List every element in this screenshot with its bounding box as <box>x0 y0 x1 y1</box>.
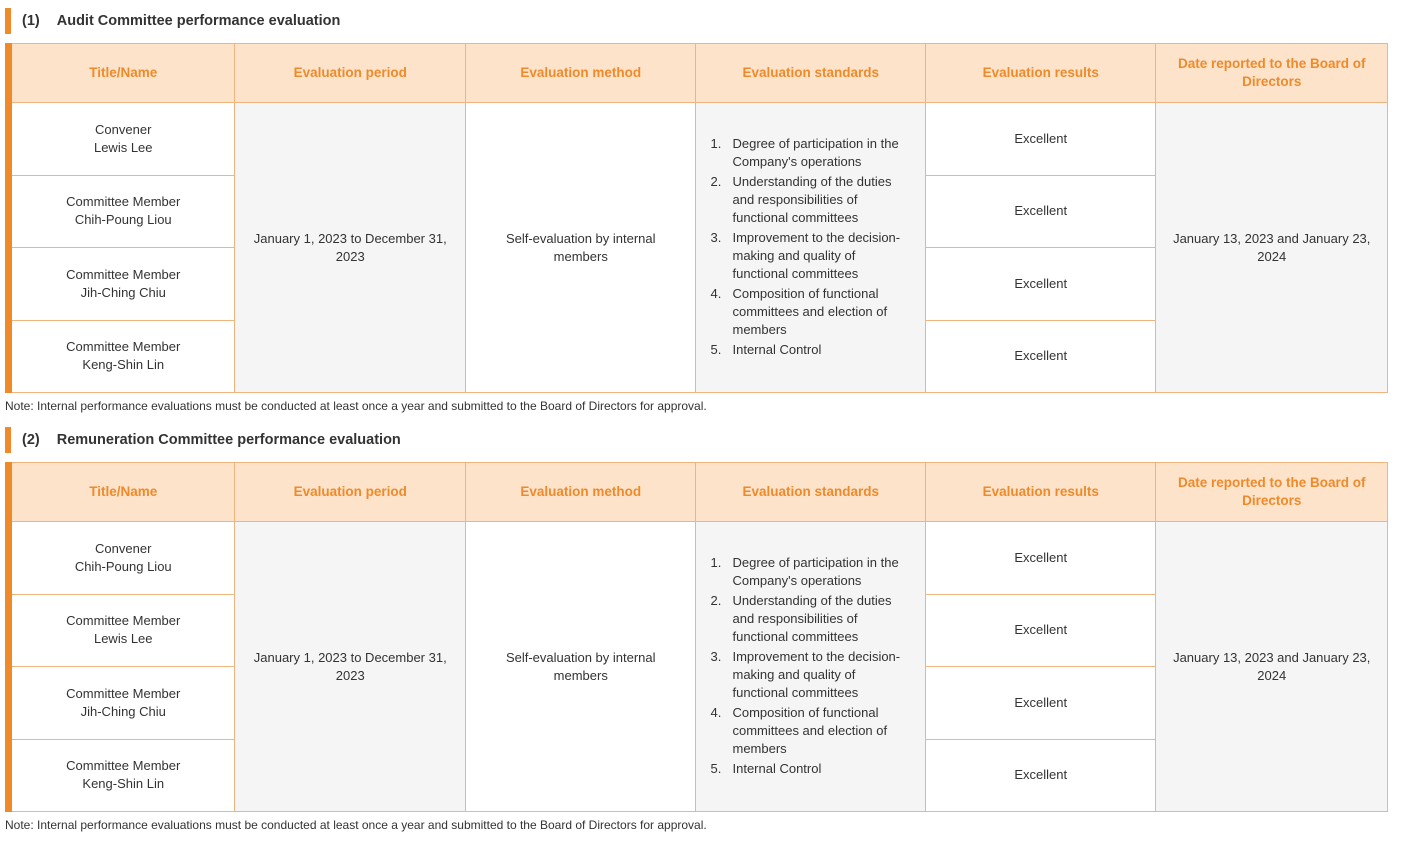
evaluation-method-cell: Self-evaluation by internal members <box>465 103 696 393</box>
list-item-text: Composition of functional committees and election of members <box>732 285 888 337</box>
list-item <box>710 592 910 646</box>
col-header-evaluation-standards: Evaluation standards <box>696 463 925 522</box>
evaluation-result-cell: Excellent <box>925 667 1156 740</box>
evaluation-result-cell: Excellent <box>925 522 1156 595</box>
member-role: Committee Member <box>66 685 181 701</box>
member-role: Convener <box>95 121 152 137</box>
member-name: Chih-Poung Liou <box>74 212 172 228</box>
col-header-evaluation-results: Evaluation results <box>925 463 1156 522</box>
standards-list <box>710 135 910 359</box>
member-name: Jih-Ching Chiu <box>80 284 166 300</box>
list-item-text: Improvement to the decision-making and quality of functional committees <box>732 229 901 281</box>
list-item-number: 1. <box>710 554 722 570</box>
col-header-date-reported: Date reported to the Board of Directors <box>1156 44 1388 103</box>
list-item-text: Degree of participation in the Company's operations <box>732 135 899 169</box>
list-item-text: Degree of participation in the Company's operations <box>732 554 899 588</box>
audit-committee-section <box>5 8 1388 413</box>
list-item-number: 5. <box>710 760 722 776</box>
table-row <box>9 103 1388 176</box>
member-cell <box>9 320 235 393</box>
list-item-number: 4. <box>710 704 722 720</box>
list-item-number: 1. <box>710 135 722 151</box>
evaluation-result-cell: Excellent <box>925 594 1156 667</box>
member-cell <box>9 522 235 595</box>
col-header-date-reported: Date reported to the Board of Directors <box>1156 463 1388 522</box>
member-role: Committee Member <box>66 266 181 282</box>
evaluation-standards-cell <box>696 522 925 812</box>
remuneration-committee-section <box>5 427 1388 832</box>
list-item-number: 2. <box>710 592 722 608</box>
list-item-number: 3. <box>710 648 722 664</box>
list-item-number: 2. <box>710 173 722 189</box>
col-header-evaluation-method: Evaluation method <box>465 44 696 103</box>
member-cell <box>9 667 235 740</box>
section-title-text: Audit Committee performance evaluation <box>56 13 341 29</box>
member-name: Lewis Lee <box>93 139 153 155</box>
member-role: Committee Member <box>66 339 181 355</box>
list-item-text: Internal Control <box>732 341 822 357</box>
evaluation-period-cell: January 1, 2023 to December 31, 2023 <box>235 522 466 812</box>
member-cell <box>9 739 235 812</box>
member-cell <box>9 594 235 667</box>
evaluation-period-cell: January 1, 2023 to December 31, 2023 <box>235 103 466 393</box>
list-item <box>710 173 910 227</box>
list-item-text: Composition of functional committees and election of members <box>732 704 888 756</box>
table-note: Note: Internal performance evaluations must be conducted at least once a year and submitted to the Board of Directors for approval. <box>5 818 707 832</box>
evaluation-result-cell: Excellent <box>925 320 1156 393</box>
list-item <box>710 760 910 778</box>
col-header-title-name: Title/Name <box>9 44 235 103</box>
list-item <box>710 341 910 359</box>
date-reported-cell: January 13, 2023 and January 23, 2024 <box>1156 103 1388 393</box>
evaluation-result-cell: Excellent <box>925 739 1156 812</box>
list-item <box>710 135 910 171</box>
col-header-evaluation-results: Evaluation results <box>925 44 1156 103</box>
table-row <box>9 522 1388 595</box>
section-title <box>5 427 1388 453</box>
table-header-row <box>9 44 1388 103</box>
member-name: Chih-Poung Liou <box>74 558 172 574</box>
section-number: (2) <box>22 432 40 448</box>
list-item <box>710 704 910 758</box>
col-header-evaluation-standards: Evaluation standards <box>696 44 925 103</box>
list-item <box>710 554 910 590</box>
section-number: (1) <box>22 13 40 29</box>
evaluation-method-cell: Self-evaluation by internal members <box>465 522 696 812</box>
member-name: Keng-Shin Lin <box>82 357 165 373</box>
list-item-text: Improvement to the decision-making and quality of functional committees <box>732 648 901 700</box>
member-cell <box>9 248 235 321</box>
evaluation-result-cell: Excellent <box>925 175 1156 248</box>
section-title <box>5 8 1388 34</box>
col-header-evaluation-method: Evaluation method <box>465 463 696 522</box>
member-cell <box>9 175 235 248</box>
member-name: Keng-Shin Lin <box>82 776 165 792</box>
list-item-number: 5. <box>710 341 722 357</box>
member-role: Committee Member <box>66 194 181 210</box>
evaluation-result-cell: Excellent <box>925 248 1156 321</box>
evaluation-table <box>5 43 1388 393</box>
member-cell <box>9 103 235 176</box>
table-note: Note: Internal performance evaluations must be conducted at least once a year and submitted to the Board of Directors for approval. <box>5 399 707 413</box>
col-header-evaluation-period: Evaluation period <box>235 44 466 103</box>
standards-list <box>710 554 910 778</box>
list-item-number: 4. <box>710 285 722 301</box>
date-reported-cell: January 13, 2023 and January 23, 2024 <box>1156 522 1388 812</box>
table-header-row <box>9 463 1388 522</box>
list-item-text: Internal Control <box>732 760 822 776</box>
list-item-text: Understanding of the duties and responsibilities of functional committees <box>732 592 892 644</box>
evaluation-result-cell: Excellent <box>925 103 1156 176</box>
list-item-text: Understanding of the duties and responsibilities of functional committees <box>732 173 892 225</box>
section-title-text: Remuneration Committee performance evaluation <box>56 432 401 448</box>
member-role: Committee Member <box>66 758 181 774</box>
list-item <box>710 648 910 702</box>
col-header-evaluation-period: Evaluation period <box>235 463 466 522</box>
list-item <box>710 285 910 339</box>
member-name: Jih-Ching Chiu <box>80 703 166 719</box>
member-name: Lewis Lee <box>93 631 153 647</box>
member-role: Committee Member <box>66 613 181 629</box>
col-header-title-name: Title/Name <box>9 463 235 522</box>
evaluation-standards-cell <box>696 103 925 393</box>
list-item-number: 3. <box>710 229 722 245</box>
member-role: Convener <box>95 540 152 556</box>
evaluation-table <box>5 462 1388 812</box>
list-item <box>710 229 910 283</box>
